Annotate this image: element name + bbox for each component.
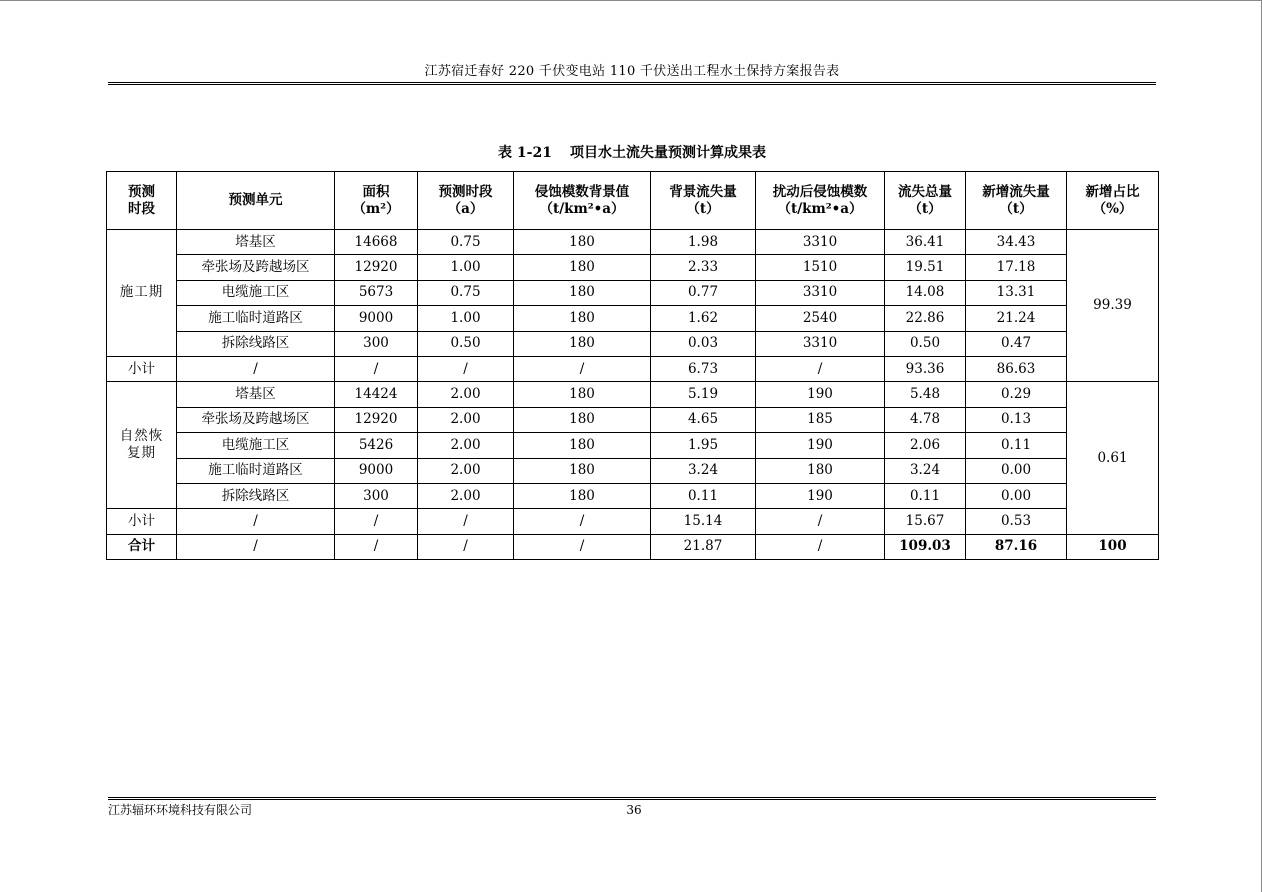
table-caption bbox=[108, 144, 1156, 162]
cell-duration: / bbox=[418, 356, 514, 381]
cell-new-loss: 21.24 bbox=[966, 306, 1067, 331]
cell-dist-modulus: 3310 bbox=[756, 230, 885, 255]
cell-bg-modulus: 180 bbox=[514, 230, 651, 255]
cell-bg-loss: 3.24 bbox=[651, 458, 756, 483]
cell-bg-modulus: / bbox=[514, 534, 651, 559]
cell-area: 300 bbox=[335, 483, 418, 508]
footer-company: 江苏辐环环境科技有限公司 bbox=[108, 803, 253, 817]
cell-bg-modulus: 180 bbox=[514, 280, 651, 305]
cell-bg-modulus: 180 bbox=[514, 483, 651, 508]
cell-dist-modulus: 190 bbox=[756, 483, 885, 508]
cell-new-loss: 86.63 bbox=[966, 356, 1067, 381]
footer-rule bbox=[108, 797, 1156, 798]
cell-dist-modulus: 185 bbox=[756, 407, 885, 432]
cell-duration: 2.00 bbox=[418, 433, 514, 458]
cell-bg-loss: 1.62 bbox=[651, 306, 756, 331]
table-row bbox=[107, 255, 1159, 280]
cell-total-loss: 0.11 bbox=[885, 483, 966, 508]
header-period: 预测 时段 bbox=[107, 172, 177, 230]
cell-unit: / bbox=[177, 534, 335, 559]
cell-unit: 拆除线路区 bbox=[177, 483, 335, 508]
cell-subtotal-label: 小计 bbox=[107, 356, 177, 381]
cell-unit: 牵张场及跨越场区 bbox=[177, 407, 335, 432]
cell-unit: / bbox=[177, 356, 335, 381]
footer-rule bbox=[108, 799, 1156, 800]
cell-area: 9000 bbox=[335, 458, 418, 483]
cell-bg-modulus: 180 bbox=[514, 433, 651, 458]
cell-total-loss: 93.36 bbox=[885, 356, 966, 381]
cell-duration: 2.00 bbox=[418, 458, 514, 483]
cell-total-loss: 4.78 bbox=[885, 407, 966, 432]
header-new-loss: 新增流失量 （t） bbox=[966, 172, 1067, 230]
table-row bbox=[107, 280, 1159, 305]
cell-area: 14424 bbox=[335, 382, 418, 407]
cell-bg-loss: 0.03 bbox=[651, 331, 756, 356]
table-row bbox=[107, 458, 1159, 483]
table-row bbox=[107, 433, 1159, 458]
table-row bbox=[107, 331, 1159, 356]
cell-dist-modulus: 3310 bbox=[756, 331, 885, 356]
cell-share-total: 100 bbox=[1067, 534, 1159, 559]
cell-duration: 1.00 bbox=[418, 255, 514, 280]
cell-dist-modulus: / bbox=[756, 356, 885, 381]
header-dist-modulus: 扰动后侵蚀模数 （t/km²•a） bbox=[756, 172, 885, 230]
cell-area: 12920 bbox=[335, 407, 418, 432]
page-border-top bbox=[0, 0, 1262, 1]
soil-loss-table bbox=[106, 171, 1159, 560]
cell-new-loss: 0.53 bbox=[966, 509, 1067, 534]
cell-dist-modulus: 1510 bbox=[756, 255, 885, 280]
table-caption-title: 项目水土流失量预测计算成果表 bbox=[569, 145, 766, 161]
cell-area: 14668 bbox=[335, 230, 418, 255]
cell-new-loss: 0.00 bbox=[966, 483, 1067, 508]
cell-duration: / bbox=[418, 509, 514, 534]
cell-subtotal-label: 小计 bbox=[107, 509, 177, 534]
cell-new-loss: 0.47 bbox=[966, 331, 1067, 356]
header-rule bbox=[108, 84, 1156, 85]
cell-bg-loss: 5.19 bbox=[651, 382, 756, 407]
cell-duration: 0.75 bbox=[418, 230, 514, 255]
header-area: 面积 （m²） bbox=[335, 172, 418, 230]
cell-area: 300 bbox=[335, 331, 418, 356]
cell-unit: 电缆施工区 bbox=[177, 280, 335, 305]
cell-area: / bbox=[335, 356, 418, 381]
header-new-ratio: 新增占比 （%） bbox=[1067, 172, 1159, 230]
cell-total-loss: 109.03 bbox=[885, 534, 966, 559]
cell-dist-modulus: 3310 bbox=[756, 280, 885, 305]
cell-bg-loss: 4.65 bbox=[651, 407, 756, 432]
header-bg-modulus: 侵蚀模数背景值 （t/km²•a） bbox=[514, 172, 651, 230]
cell-area: / bbox=[335, 534, 418, 559]
cell-bg-modulus: 180 bbox=[514, 306, 651, 331]
cell-total-loss: 5.48 bbox=[885, 382, 966, 407]
subtotal-row bbox=[107, 356, 1159, 381]
cell-total-loss: 22.86 bbox=[885, 306, 966, 331]
cell-unit: 塔基区 bbox=[177, 230, 335, 255]
cell-bg-modulus: 180 bbox=[514, 458, 651, 483]
cell-new-loss: 17.18 bbox=[966, 255, 1067, 280]
cell-total-loss: 3.24 bbox=[885, 458, 966, 483]
header-duration: 预测时段 （a） bbox=[418, 172, 514, 230]
header-bg-loss: 背景流失量 （t） bbox=[651, 172, 756, 230]
cell-area: / bbox=[335, 509, 418, 534]
cell-bg-loss: 0.11 bbox=[651, 483, 756, 508]
subtotal-row bbox=[107, 509, 1159, 534]
cell-total-loss: 19.51 bbox=[885, 255, 966, 280]
document-header-title: 江苏宿迁春好 220 千伏变电站 110 千伏送出工程水土保持方案报告表 bbox=[424, 64, 840, 79]
cell-bg-modulus: / bbox=[514, 509, 651, 534]
cell-total-loss: 14.08 bbox=[885, 280, 966, 305]
cell-total-label: 合计 bbox=[107, 534, 177, 559]
cell-unit: 电缆施工区 bbox=[177, 433, 335, 458]
cell-total-loss: 15.67 bbox=[885, 509, 966, 534]
cell-bg-loss: 1.95 bbox=[651, 433, 756, 458]
cell-bg-loss: 15.14 bbox=[651, 509, 756, 534]
cell-duration: 0.50 bbox=[418, 331, 514, 356]
cell-area: 9000 bbox=[335, 306, 418, 331]
cell-share-construction: 99.39 bbox=[1067, 230, 1159, 382]
cell-bg-loss: 21.87 bbox=[651, 534, 756, 559]
header-rule bbox=[108, 82, 1156, 83]
header-total-loss: 流失总量 （t） bbox=[885, 172, 966, 230]
cell-bg-loss: 2.33 bbox=[651, 255, 756, 280]
cell-total-loss: 0.50 bbox=[885, 331, 966, 356]
table-caption-number: 表 1-21 bbox=[498, 145, 552, 161]
cell-duration: 2.00 bbox=[418, 407, 514, 432]
cell-duration: 0.75 bbox=[418, 280, 514, 305]
cell-duration: 2.00 bbox=[418, 382, 514, 407]
cell-unit: 施工临时道路区 bbox=[177, 458, 335, 483]
cell-new-loss: 0.29 bbox=[966, 382, 1067, 407]
cell-new-loss: 13.31 bbox=[966, 280, 1067, 305]
cell-area: 5426 bbox=[335, 433, 418, 458]
cell-new-loss: 87.16 bbox=[966, 534, 1067, 559]
table-row bbox=[107, 407, 1159, 432]
page-number: 36 bbox=[626, 803, 642, 817]
cell-dist-modulus: 2540 bbox=[756, 306, 885, 331]
cell-bg-modulus: 180 bbox=[514, 255, 651, 280]
cell-new-loss: 34.43 bbox=[966, 230, 1067, 255]
cell-bg-loss: 0.77 bbox=[651, 280, 756, 305]
cell-duration: / bbox=[418, 534, 514, 559]
period-construction: 施工期 bbox=[107, 230, 177, 357]
cell-bg-loss: 6.73 bbox=[651, 356, 756, 381]
cell-dist-modulus: 190 bbox=[756, 382, 885, 407]
cell-total-loss: 36.41 bbox=[885, 230, 966, 255]
cell-bg-modulus: / bbox=[514, 356, 651, 381]
cell-bg-loss: 1.98 bbox=[651, 230, 756, 255]
cell-dist-modulus: 190 bbox=[756, 433, 885, 458]
table-row bbox=[107, 306, 1159, 331]
header-unit: 预测单元 bbox=[177, 172, 335, 230]
table-row bbox=[107, 382, 1159, 407]
cell-unit: 塔基区 bbox=[177, 382, 335, 407]
cell-unit: 牵张场及跨越场区 bbox=[177, 255, 335, 280]
cell-duration: 2.00 bbox=[418, 483, 514, 508]
total-row bbox=[107, 534, 1159, 559]
cell-dist-modulus: / bbox=[756, 534, 885, 559]
cell-duration: 1.00 bbox=[418, 306, 514, 331]
table-row bbox=[107, 230, 1159, 255]
cell-bg-modulus: 180 bbox=[514, 382, 651, 407]
cell-dist-modulus: / bbox=[756, 509, 885, 534]
cell-area: 5673 bbox=[335, 280, 418, 305]
cell-dist-modulus: 180 bbox=[756, 458, 885, 483]
table-header-row bbox=[107, 172, 1159, 230]
cell-total-loss: 2.06 bbox=[885, 433, 966, 458]
cell-new-loss: 0.11 bbox=[966, 433, 1067, 458]
period-recovery: 自然恢 复期 bbox=[107, 382, 177, 509]
cell-new-loss: 0.00 bbox=[966, 458, 1067, 483]
cell-area: 12920 bbox=[335, 255, 418, 280]
table-row bbox=[107, 483, 1159, 508]
cell-bg-modulus: 180 bbox=[514, 407, 651, 432]
cell-unit: 施工临时道路区 bbox=[177, 306, 335, 331]
cell-new-loss: 0.13 bbox=[966, 407, 1067, 432]
cell-bg-modulus: 180 bbox=[514, 331, 651, 356]
cell-unit: 拆除线路区 bbox=[177, 331, 335, 356]
cell-share-recovery: 0.61 bbox=[1067, 382, 1159, 534]
cell-unit: / bbox=[177, 509, 335, 534]
